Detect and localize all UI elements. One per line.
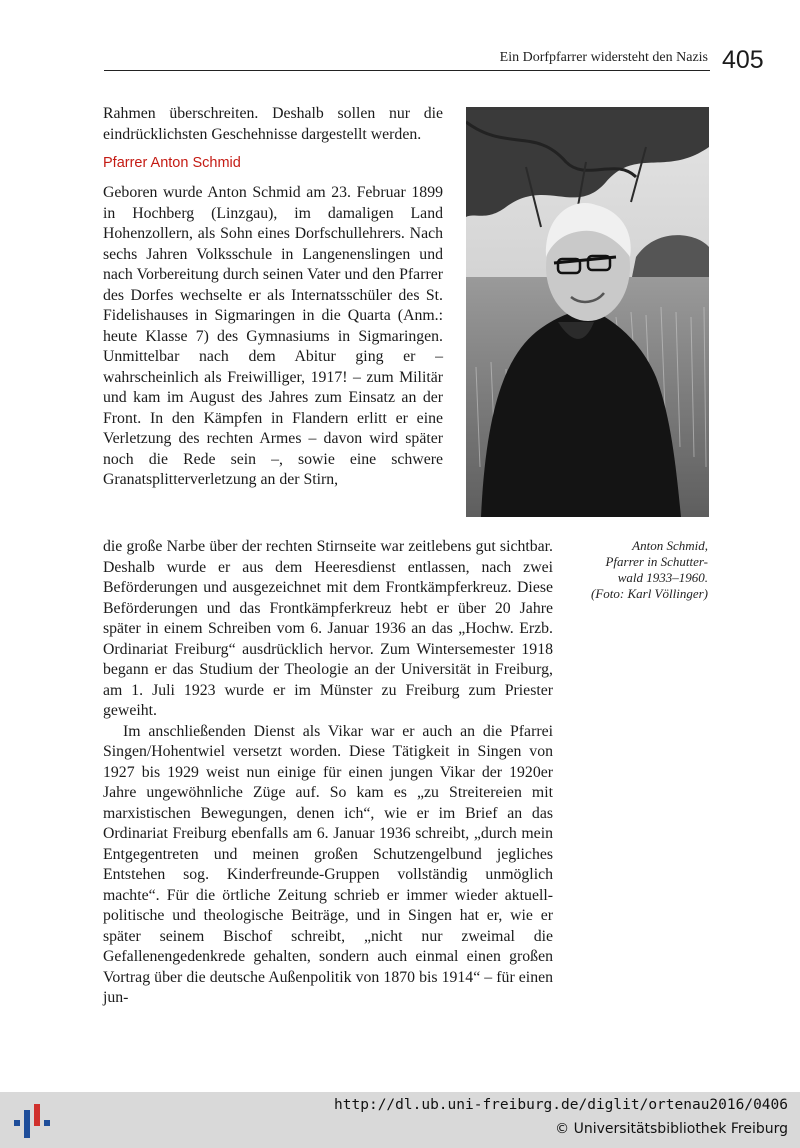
copyright-notice: © Universitätsbibliothek Freiburg: [555, 1121, 788, 1137]
caption-line: Pfarrer in Schutter-: [605, 554, 708, 569]
footer-bar: [0, 1092, 800, 1148]
caption-line: (Foto: Karl Völlinger): [591, 586, 708, 601]
source-url-link[interactable]: http://dl.ub.uni-freiburg.de/diglit/ortenau2016/0406: [334, 1097, 788, 1113]
biography-paragraph-continued: die große Narbe über der rechten Stirnseite war zeitlebens gut sichtbar. Deshalb wurde er aus dem Heeresdienst entlassen, nach zwei Beförderungen und ausgezeichnet mit dem Frontkämpferkreuz. Diese Beförderungen und das Frontkämpferkreuz hebt er über 20 Jahre später in einem Schreiben vom 6. Januar 1936 an das „Hochw. Erzb. Ordinariat Freiburg“ ausdrücklich hervor. Zum Wintersemester 1918 begann er das Studium der Theologie an der Universität in Freiburg, am 1. Juli 1923 wurde er im Münster zu Freiburg zum Priester geweiht.: [103, 538, 553, 719]
page-number: 405: [722, 46, 764, 74]
portrait-photo-illustration: [466, 107, 709, 517]
caption-line: Anton Schmid,: [632, 538, 708, 553]
running-title: Ein Dorfpfarrer widersteht den Nazis: [499, 50, 708, 65]
header-rule: [104, 70, 710, 71]
section-heading: Pfarrer Anton Schmid: [103, 155, 241, 171]
text-column-top: [103, 104, 443, 491]
vikar-paragraph: Im anschließenden Dienst als Vikar war er auch an die Pfarrei Singen/Hohentwiel versetzt worden. Diese Tätigkeit in Singen von 1927 bis 1929 weist nun einige für einen jungen Vikar der 1920er Jahre ungewöhnliche Züge auf. So kam es „zu Streitereien mit marxistischen Bewegungen, denen ich“, wie er im Brief an das Ordinariat Freiburg ebenfalls am 6. Januar 1936 schreibt, „durch mein Entgegentreten und meinen großen Schutzengelbund jegliches Entstehen sog. Kinderfreunde-Gruppen vollständig unmöglich machte“. Für die örtliche Zeitung schrieb er immer wieder aktuell-politische und theologische Beiträge, und in Singen hat er, wie er später seinem Bischof schreibt, „nicht nur zweimal die Gefallenengedenkrede gehalten, sondern auch einmal einen großen Vortrag über die deutsche Außenpolitik von 1870 bis 1914“ – für einen jun-: [103, 722, 553, 1006]
text-column-full: [103, 537, 553, 1009]
library-logo-icon: [12, 1100, 52, 1140]
caption-line: wald 1933–1960.: [617, 570, 708, 585]
opening-paragraph: Rahmen überschreiten. Deshalb sollen nur die eindrücklichsten Geschehnisse dargestellt werden.: [103, 105, 443, 143]
biography-paragraph-start: Geboren wurde Anton Schmid am 23. Februar 1899 in Hochberg (Linzgau), im damaligen Land Hohenzollern, als Sohn eines Dorfschullehrers. Nach sechs Jahren Volksschule in Langenenslingen und nach Vorbereitung durch seinen Vater und den Pfarrer des Dorfes wechselte er als Internatsschüler des St. Fidelishauses in Sigmaringen in die Quarta (Anm.: heute Klasse 7) des Gymnasiums in Sigmaringen. Unmittelbar nach dem Abitur ging er – wahrscheinlich als Freiwilliger, 1917! – zum Militär und kam im August des Jahres zum Einsatz an der Front. In den Kämpfen in Flandern erlitt er eine Verletzung des rechten Armes – davon wird später noch die Rede sein –, sowie eine schwere Granatsplitterverletzung an der Stirn,: [103, 184, 443, 488]
portrait-photo: [466, 107, 709, 517]
photo-caption: [560, 538, 708, 602]
